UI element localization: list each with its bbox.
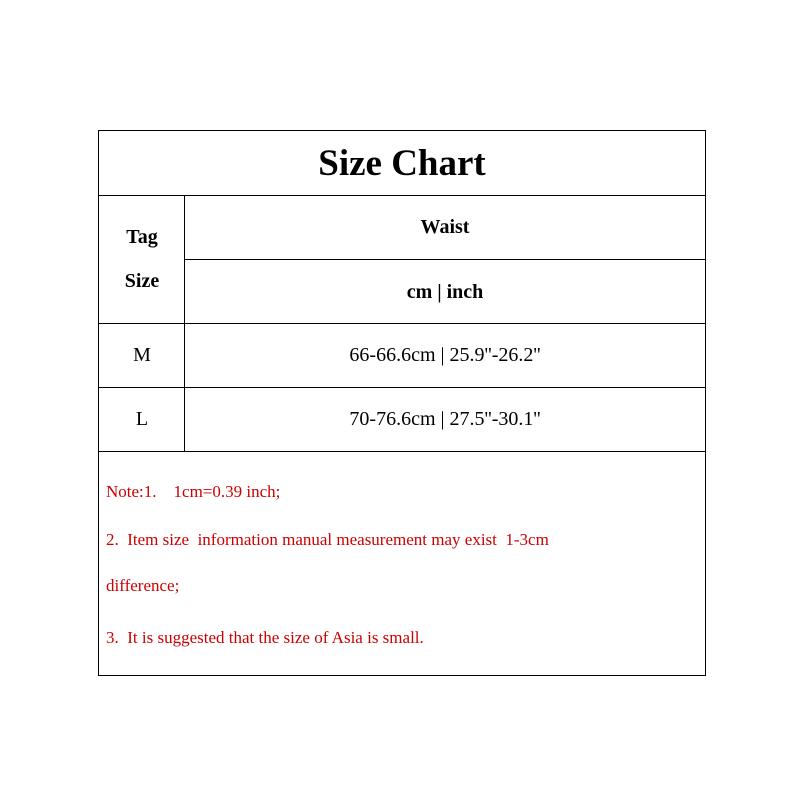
note-line: 3. It is suggested that the size of Asia is small. xyxy=(106,628,424,647)
table-row-size: L xyxy=(135,407,149,430)
tag-size-header-line2: Size xyxy=(124,270,160,292)
table-row-size: M xyxy=(133,343,151,366)
table-row-waist: 70-76.6cm | 27.5''-30.1'' xyxy=(349,407,541,430)
tag-size-header-line1: Tag xyxy=(126,226,158,248)
divider xyxy=(185,259,705,260)
waist-header: Waist xyxy=(420,215,470,238)
note-line: Note:1. 1cm=0.39 inch; xyxy=(106,482,281,501)
table-row-waist: 66-66.6cm | 25.9''-26.2'' xyxy=(349,343,541,366)
divider xyxy=(99,195,705,196)
divider xyxy=(99,451,705,452)
tag-size-header xyxy=(99,195,185,323)
note-line: 2. Item size information manual measurement may exist 1-3cm xyxy=(106,530,549,549)
chart-title: Size Chart xyxy=(318,142,486,184)
size-chart-table xyxy=(98,130,706,676)
note-line: difference; xyxy=(106,576,180,595)
units-header: cm | inch xyxy=(406,280,484,303)
